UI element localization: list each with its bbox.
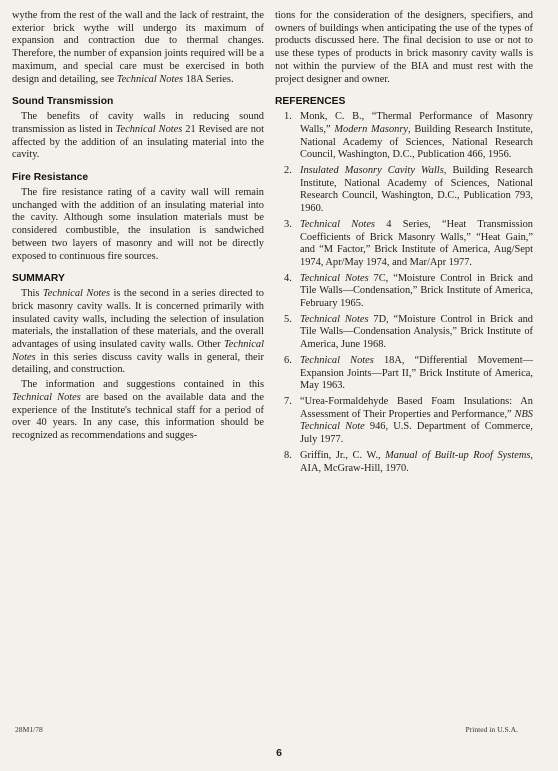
right-column bbox=[275, 10, 533, 478]
references-list bbox=[275, 111, 533, 475]
reference-item: 8. Griffin, Jr., C. W., Manual of Built-up Roof Systems, AIA, McGraw-Hill, 1970. bbox=[284, 449, 533, 474]
reference-item: 5. Technical Notes 7D, “Moisture Control in Brick and Tile Walls—Condensation Analysis,” Brick Institute of America, June 1968. bbox=[284, 313, 533, 351]
heading-fire-resistance: Fire Resistance bbox=[12, 172, 89, 184]
heading-sound-transmission: Sound Transmission bbox=[12, 96, 114, 108]
paragraph-summary-continued: tions for the consideration of the designers, specifiers, and owners of buildings when anticipating the use of the types of products discussed here. The final decision to use or not to use these types of products in brick masonry cavity walls is not within the purview of the BIA and must rest with the project designer and owner. bbox=[275, 10, 533, 85]
reference-item: 7. “Urea-Formaldehyde Based Foam Insulations: An Assessment of Their Properties and Performance,” NBS Technical Note 946, U.S. Department of Commerce, July 1977. bbox=[284, 395, 533, 446]
reference-item: 4. Technical Notes 7C, “Moisture Control in Brick and Tile Walls—Condensation,” Brick Institute of America, February 1965. bbox=[284, 272, 533, 310]
paragraph-continued: wythe from the rest of the wall and the lack of restraint, the exterior brick wythe will undergo its maximum of expansion and contraction due to thermal changes. Therefore, the number of expansion joints required will be a maximum, and special care must be exercised in both design and detailing, see Technical Notes 18A Series. bbox=[12, 10, 264, 85]
reference-item: 6. Technical Notes 18A, “Differential Movement—Expansion Joints—Part II,” Brick Institute of America, May 1963. bbox=[284, 354, 533, 392]
reference-item: 2. Insulated Masonry Cavity Walls, Building Research Institute, National Academy of Sciences, National Research Council, Washington, D.C., Publication 793, 1960. bbox=[284, 165, 533, 215]
print-code: 28M1/78 bbox=[15, 725, 43, 734]
reference-item: 3. Technical Notes 4 Series, “Heat Transmission Coefficients of Brick Masonry Walls,” “Heat Gain,” and “M Factor,” Brick Institute of America, Aug/Sept 1974, Apr/May 1974, and Mar/Apr 1977. bbox=[284, 218, 533, 268]
heading-summary: SUMMARY bbox=[12, 273, 65, 285]
page-number: 6 bbox=[276, 747, 282, 759]
paragraph-summary-1: This Technical Notes is the second in a series directed to brick masonry cavity walls. It is concerned primarily with insulated cavity walls, including the selection of insulation materials, the installation of these materials, and the overall advantages of using insulated cavity walls. Other Technical Notes in this series discuss cavity walls in general, their detailing, and construction. bbox=[12, 288, 264, 376]
paragraph-fire: The fire resistance rating of a cavity wall will remain unchanged with the addition of an insulating material into the cavity. Although some insulation materials must be considered combustible, the insulation is sandwiched between two layers of masonry and will not be directly exposed to continuous fire sources. bbox=[12, 187, 264, 262]
heading-references: REFERENCES bbox=[275, 96, 346, 108]
printed-in-note: Printed in U.S.A. bbox=[465, 725, 518, 734]
reference-item: 1. Monk, C. B., “Thermal Performance of Masonry Walls,” Modern Masonry, Building Research Institute, National Academy of Sciences, National Research Council, Washington, D.C., Publication 466, 1956. bbox=[284, 111, 533, 161]
paragraph-sound: The benefits of cavity walls in reducing sound transmission as listed in Technical Notes 21 Revised are not affected by the addition of an insulating material into the cavity. bbox=[12, 111, 265, 161]
paragraph-summary-2: The information and suggestions contained in this Technical Notes are based on the available data and the experience of the Institute's technical staff for a period of over 40 years. In any case, this information should be recognized as recommendations and sugges- bbox=[12, 379, 264, 441]
left-column bbox=[12, 10, 264, 443]
